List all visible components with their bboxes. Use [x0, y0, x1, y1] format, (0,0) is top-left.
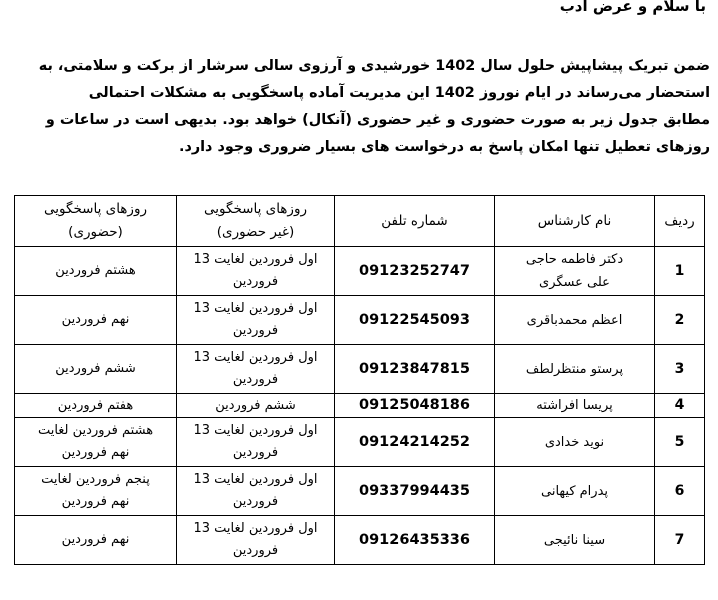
row-number: 5: [655, 418, 705, 467]
remote-days: ششم فروردین: [177, 394, 335, 418]
row-number: 6: [655, 467, 705, 516]
intro-paragraph: [10, 53, 710, 161]
phone-number: 09123252747: [335, 247, 495, 296]
header-expert-name: نام کارشناس: [495, 196, 655, 247]
expert-name: دکتر فاطمه حاجی علی عسگری: [495, 247, 655, 296]
header-phone: شماره تلفن: [335, 196, 495, 247]
onsite-days: هشتم فروردین: [15, 247, 177, 296]
header-remote-days: روزهای پاسخگویی (غیر حضوری): [177, 196, 335, 247]
expert-name: سینا نائیجی: [495, 516, 655, 565]
onsite-days: پنجم فروردین لغایت نهم فروردین: [15, 467, 177, 516]
expert-name: پدرام کیهانی: [495, 467, 655, 516]
expert-name: پریسا افراشته: [495, 394, 655, 418]
phone-number: 09125048186: [335, 394, 495, 418]
header-row-number: ردیف: [655, 196, 705, 247]
intro-line: روزهای تعطیل تنها امکان پاسخ به درخواست های بسیار ضروری وجود دارد.: [178, 139, 710, 155]
onsite-days: هشتم فروردین لغایت نهم فروردین: [15, 418, 177, 467]
remote-days: اول فروردین لغایت 13 فروردین: [177, 467, 335, 516]
row-number: 4: [655, 394, 705, 418]
header-onsite-days: روزهای پاسخگویی (حضوری): [15, 196, 177, 247]
schedule-table: [14, 195, 705, 565]
table-row: [15, 296, 705, 345]
onsite-days: ششم فروردین: [15, 345, 177, 394]
expert-name: اعظم محمدباقری: [495, 296, 655, 345]
phone-number: 09123847815: [335, 345, 495, 394]
table-row: [15, 247, 705, 296]
table-header-row: [15, 196, 705, 247]
intro-line: مطابق جدول زیر به صورت حضوری و غیر حضوری (آنکال) خواهد بود. بدیهی است در ساعات و: [45, 112, 710, 128]
table-row: [15, 467, 705, 516]
phone-number: 09126435336: [335, 516, 495, 565]
remote-days: اول فروردین لغایت 13 فروردین: [177, 345, 335, 394]
table-row: [15, 345, 705, 394]
table-row: [15, 418, 705, 467]
table-row: [15, 394, 705, 418]
expert-name: نوید خدادی: [495, 418, 655, 467]
phone-number: 09337994435: [335, 467, 495, 516]
remote-days: اول فروردین لغایت 13 فروردین: [177, 418, 335, 467]
onsite-days: نهم فروردین: [15, 296, 177, 345]
intro-line: ضمن تبریک پیشاپیش حلول سال 1402 خورشیدی و آرزوی سالی سرشار از برکت و سلامتی، به: [38, 58, 710, 74]
onsite-days: هفتم فروردین: [15, 394, 177, 418]
greeting-text: با سلام و عرض ادب: [559, 0, 706, 15]
remote-days: اول فروردین لغایت 13 فروردین: [177, 516, 335, 565]
table-row: [15, 516, 705, 565]
intro-line: استحضار می‌رساند در ایام نوروز 1402 این مدیریت آماده پاسخگویی به مشکلات احتمالی: [88, 85, 710, 101]
phone-number: 09124214252: [335, 418, 495, 467]
onsite-days: نهم فروردین: [15, 516, 177, 565]
remote-days: اول فروردین لغایت 13 فروردین: [177, 247, 335, 296]
expert-name: پرستو منتظرلطف: [495, 345, 655, 394]
row-number: 7: [655, 516, 705, 565]
row-number: 3: [655, 345, 705, 394]
remote-days: اول فروردین لغایت 13 فروردین: [177, 296, 335, 345]
row-number: 1: [655, 247, 705, 296]
phone-number: 09122545093: [335, 296, 495, 345]
row-number: 2: [655, 296, 705, 345]
